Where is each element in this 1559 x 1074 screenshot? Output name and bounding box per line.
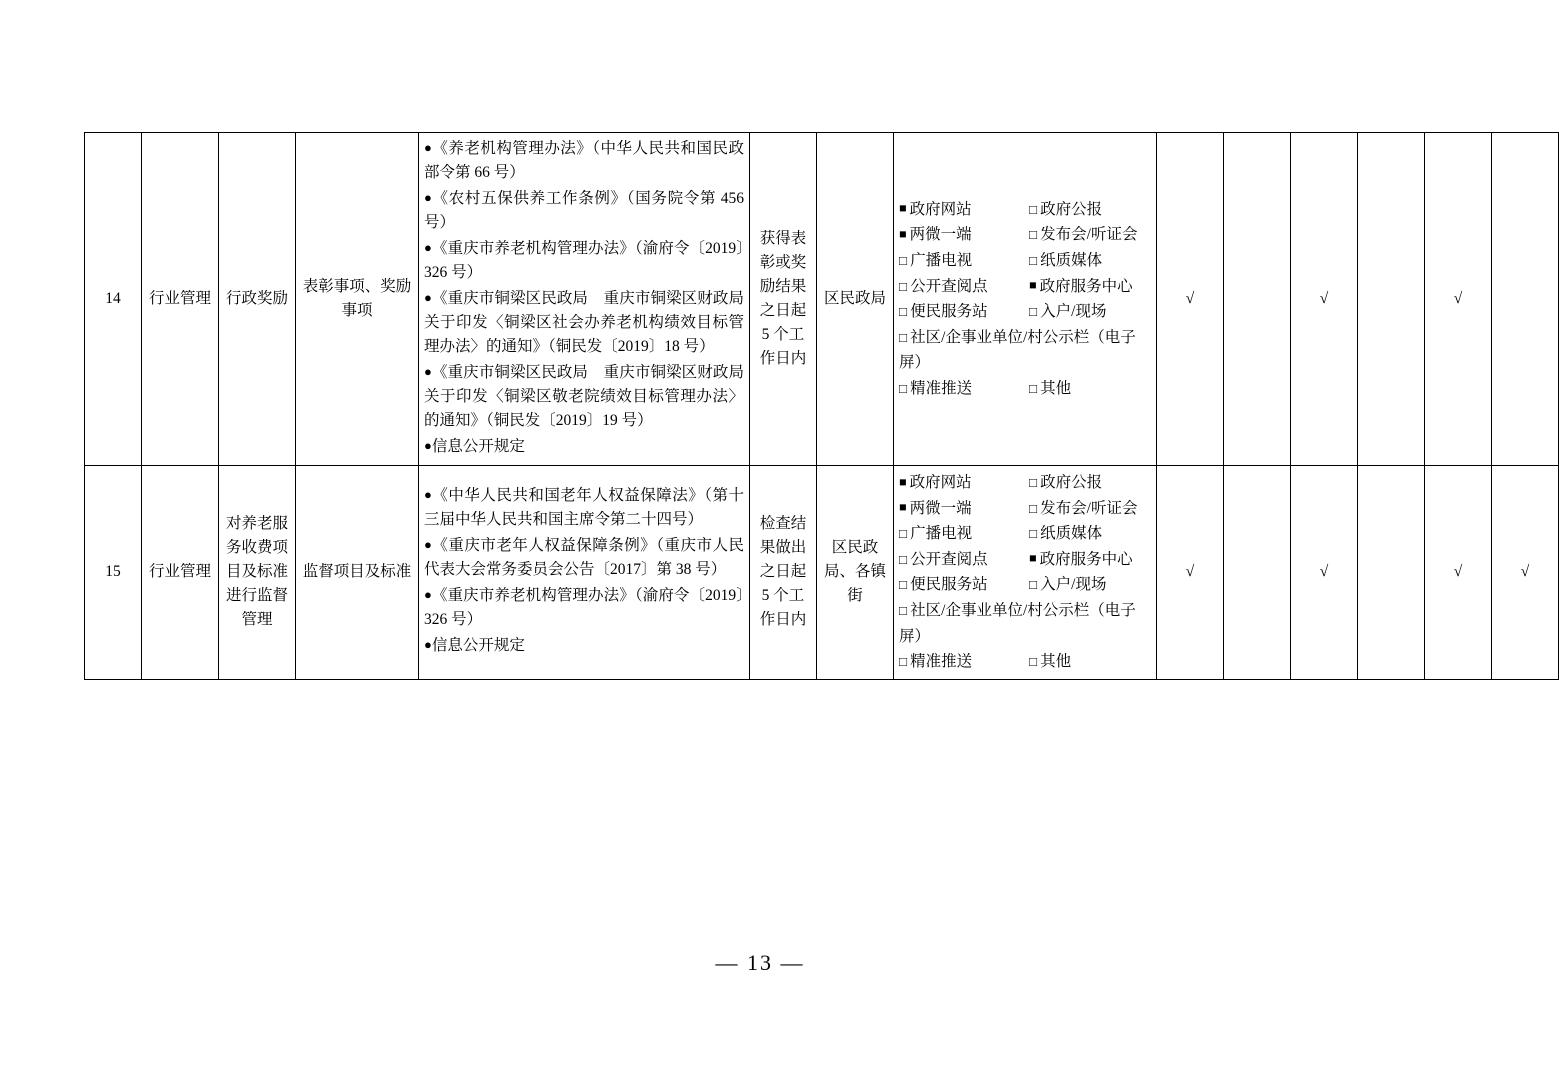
basis-line (424, 534, 744, 582)
channel-option[interactable]: ■ 政府服务中心 (1029, 547, 1151, 573)
row-time-limit: 检查结果做出之日起 5 个工作日内 (750, 466, 817, 680)
channel-option[interactable]: □ 政府公报 (1029, 197, 1151, 223)
bullet-icon: ● (424, 637, 432, 653)
row-mark: √ (1157, 466, 1224, 680)
row-mark: √ (1425, 466, 1492, 680)
channel-option[interactable]: □ 社区/企事业单位/村公示栏（电子屏） (899, 325, 1151, 376)
channel-option[interactable]: ■ 政府服务中心 (1029, 274, 1151, 300)
row-item: 表彰事项、奖励事项 (296, 133, 419, 466)
row-channels (894, 466, 1157, 680)
row-subcategory: 对养老服务收费项目及标准进行监督管理 (219, 466, 296, 680)
channel-option[interactable]: □ 广播电视 (899, 248, 1021, 274)
channel-option[interactable]: □ 公开查阅点 (899, 274, 1021, 300)
table-row (85, 133, 1559, 466)
bullet-icon: ● (424, 587, 432, 603)
table-body (85, 133, 1559, 680)
disclosure-table (84, 132, 1559, 680)
channel-option[interactable]: □ 精准推送 (899, 376, 1021, 402)
basis-line (424, 584, 744, 632)
row-mark: √ (1291, 466, 1358, 680)
bullet-icon: ● (424, 438, 432, 454)
row-mark (1224, 466, 1291, 680)
basis-line (424, 361, 744, 433)
row-index: 14 (85, 133, 142, 466)
channel-option[interactable]: □ 入户/现场 (1029, 299, 1151, 325)
row-channels (894, 133, 1157, 466)
channel-option[interactable]: □ 纸质媒体 (1029, 248, 1151, 274)
basis-text: 信息公开规定 (431, 637, 525, 655)
row-mark: √ (1157, 133, 1224, 466)
row-basis (419, 466, 750, 680)
row-department: 区民政局、各镇街 (817, 466, 894, 680)
bullet-icon: ● (424, 140, 433, 155)
row-mark: √ (1492, 466, 1559, 680)
channel-option[interactable]: □ 其他 (1029, 376, 1151, 402)
channel-option[interactable]: □ 发布会/听证会 (1029, 222, 1151, 248)
basis-text: 《重庆市铜梁区民政局 重庆市铜梁区财政局关于印发〈铜梁区社会办养老机构绩效目标管理办法〉的通知》（铜民发〔2019〕18 号） (424, 290, 744, 356)
row-mark (1358, 133, 1425, 466)
row-mark (1224, 133, 1291, 466)
row-subcategory: 行政奖励 (219, 133, 296, 466)
row-mark (1492, 133, 1559, 466)
basis-line (424, 634, 744, 658)
row-basis (419, 133, 750, 466)
channel-option[interactable]: □ 其他 (1029, 649, 1151, 675)
channel-option[interactable]: □ 入户/现场 (1029, 572, 1151, 598)
basis-line (424, 237, 744, 285)
basis-line (424, 287, 744, 359)
basis-text: 《中华人民共和国老年人权益保障法》（第十三届中华人民共和国主席令第二十四号） (424, 487, 744, 529)
row-mark: √ (1425, 133, 1492, 466)
channel-option[interactable]: □ 公开查阅点 (899, 547, 1021, 573)
bullet-icon: ● (424, 290, 432, 306)
row-index: 15 (85, 466, 142, 680)
bullet-icon: ● (424, 190, 433, 206)
basis-text: 《农村五保供养工作条例》（国务院令第 456 号） (424, 190, 744, 232)
basis-text: 《养老机构管理办法》（中华人民共和国民政部令第 66 号） (424, 140, 744, 182)
basis-line (424, 435, 744, 459)
channel-option[interactable]: □ 政府公报 (1029, 470, 1151, 496)
row-item: 监督项目及标准 (296, 466, 419, 680)
table-row (85, 466, 1559, 680)
bullet-icon: ● (424, 240, 432, 256)
channel-option[interactable]: □ 纸质媒体 (1029, 521, 1151, 547)
channel-option[interactable]: ■ 两微一端 (899, 222, 1021, 248)
basis-line (424, 137, 744, 185)
basis-text: 《重庆市养老机构管理办法》（渝府令〔2019〕326 号） (424, 240, 744, 282)
channel-option[interactable]: □ 发布会/听证会 (1029, 496, 1151, 522)
basis-line (424, 484, 744, 532)
channel-grid (899, 470, 1151, 675)
basis-line (424, 187, 744, 235)
bullet-icon: ● (424, 364, 432, 380)
channel-grid (899, 197, 1151, 402)
channel-option[interactable]: ■ 两微一端 (899, 496, 1021, 522)
bullet-icon: ● (424, 537, 433, 553)
row-category: 行业管理 (142, 133, 219, 466)
channel-option[interactable]: ■ 政府网站 (899, 197, 1021, 223)
row-category: 行业管理 (142, 466, 219, 680)
row-mark: √ (1291, 133, 1358, 466)
channel-option[interactable]: □ 精准推送 (899, 649, 1021, 675)
channel-option[interactable]: □ 便民服务站 (899, 572, 1021, 598)
channel-option[interactable]: □ 便民服务站 (899, 299, 1021, 325)
row-mark (1358, 466, 1425, 680)
row-time-limit: 获得表彰或奖励结果之日起 5 个工作日内 (750, 133, 817, 466)
row-department: 区民政局 (817, 133, 894, 466)
channel-option[interactable]: ■ 政府网站 (899, 470, 1021, 496)
basis-text: 信息公开规定 (431, 438, 525, 456)
basis-text: 《重庆市养老机构管理办法》（渝府令〔2019〕326 号） (424, 587, 744, 629)
basis-text: 《重庆市老年人权益保障条例》（重庆市人民代表大会常务委员会公告〔2017〕第 38 号） (424, 537, 744, 579)
channel-option[interactable]: □ 广播电视 (899, 521, 1021, 547)
basis-text: 《重庆市铜梁区民政局 重庆市铜梁区财政局关于印发〈铜梁区敬老院绩效目标管理办法〉的通知》（铜民发〔2019〕19 号） (424, 364, 744, 430)
channel-option[interactable]: □ 社区/企事业单位/村公示栏（电子屏） (899, 598, 1151, 649)
bullet-icon: ● (424, 487, 433, 503)
page-number: — 13 — (715, 950, 805, 975)
